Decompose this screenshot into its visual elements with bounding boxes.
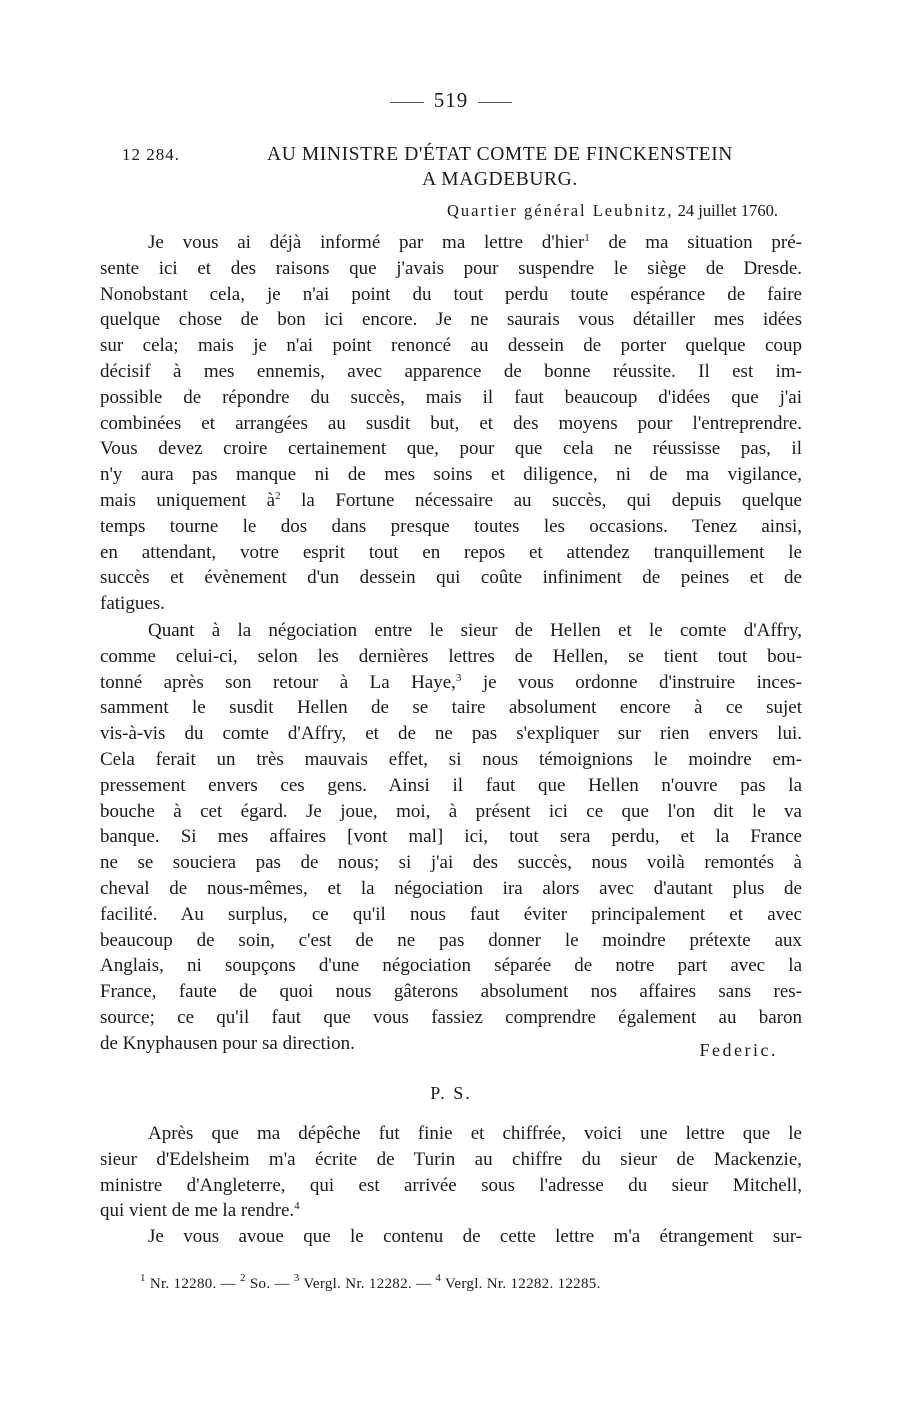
line-text: facilité. Au surplus, ce qu'il nous faut éviter principalement et avec — [100, 903, 802, 925]
text-line — [100, 591, 802, 617]
text-line — [100, 850, 802, 876]
text-line — [100, 644, 802, 670]
line-text: décisif à mes ennemis, avec apparence de bonne réussite. Il est im- — [100, 360, 802, 382]
line-text: sieur d'Edelsheim m'a écrite de Turin au chiffre du sieur de Mackenzie, — [100, 1148, 802, 1170]
text-line — [100, 565, 802, 591]
line-text: Je vous avoue que le contenu de cette lettre m'a étrangement sur- — [148, 1226, 802, 1247]
text-line — [100, 902, 802, 928]
line-text: Quant à la négociation entre le sieur de Hellen et le comte d'Affry, — [148, 620, 802, 641]
text-line — [100, 1147, 802, 1173]
text-line — [100, 230, 802, 256]
line-text: temps tourne le dos dans presque toutes les occasions. Tenez ainsi, — [100, 515, 802, 537]
line-text: Vous devez croire certainement que, pour que cela ne réussisse pas, il — [100, 438, 802, 460]
line-text: tonné après son retour à La Haye, — [100, 671, 456, 693]
line-text: beaucoup de soin, c'est de ne pas donner le moindre prétexte aux — [100, 929, 802, 951]
line-text: de Knyphausen pour sa direction. — [100, 1032, 355, 1054]
footnote-marker: 3 — [455, 671, 462, 684]
dateline — [447, 201, 778, 221]
text-line — [100, 979, 802, 1005]
footnote-mark: 4 — [435, 1272, 442, 1284]
text-line — [100, 876, 802, 902]
paragraph-1 — [100, 230, 802, 617]
line-text: France, faute de quoi nous gâterons absolument nos affaires sans res- — [100, 981, 802, 1003]
paragraph-postscript-2 — [100, 1224, 802, 1250]
text-line — [100, 1005, 802, 1031]
text-line — [100, 928, 802, 954]
line-text: quelque chose de bon ici encore. Je ne saurais vous détailler mes idées — [100, 309, 802, 331]
footnote-marker: 2 — [275, 489, 281, 502]
line-text: Nonobstant cela, je n'ai point du tout perdu toute espérance de faire — [100, 283, 802, 305]
text-line — [100, 462, 802, 488]
text-line — [100, 1173, 802, 1199]
footnote-marker: 1 — [584, 232, 590, 244]
line-text: Anglais, ni soupçons d'une négociation séparée de notre part avec la — [100, 955, 802, 977]
letter-heading-line-2: A MAGDEBURG. — [422, 169, 578, 190]
page-number: 519 — [433, 88, 469, 112]
footnote-text: So. — [245, 1276, 271, 1292]
letter-heading — [210, 142, 790, 192]
text-line — [100, 540, 802, 566]
footnote-mark: 1 — [140, 1272, 146, 1284]
line-text-continued: la Fortune nécessaire au succès, qui depuis quelque — [280, 489, 802, 511]
line-text: cheval de nous-mêmes, et la négociation ira alors avec d'autant plus de — [100, 877, 802, 899]
text-line — [100, 695, 802, 721]
signature: Federic. — [699, 1040, 778, 1060]
line-text-continued: de ma situation pré- — [589, 232, 802, 253]
footnote-text: Vergl. Nr. 12282. — [299, 1276, 412, 1292]
line-text: vis-à-vis du comte d'Affry, et de ne pas s'expliquer sur rien envers lui. — [100, 723, 802, 745]
text-line — [100, 411, 802, 437]
text-line — [100, 747, 802, 773]
line-text: Je vous ai déjà informé par ma lettre d'hier — [148, 232, 585, 253]
line-text: sente ici et des raisons que j'avais pour suspendre le siège de Dresde. — [100, 257, 802, 279]
line-text: n'y aura pas manque ni de mes soins et diligence, ni de ma vigilance, — [100, 464, 802, 486]
footnote-separator: — — [216, 1276, 241, 1292]
line-text: comme celui-ci, selon les dernières lettres de Hellen, se tient tout bou- — [100, 645, 802, 667]
text-line — [100, 514, 802, 540]
header-dash-left — [390, 102, 424, 103]
text-line — [100, 670, 802, 696]
line-text: succès et évènement d'un dessein qui coûte infiniment de peines et de — [100, 567, 802, 589]
line-text: Cela ferait un très mauvais effet, si nous témoignions le moindre em- — [100, 748, 802, 770]
text-line — [100, 282, 802, 308]
line-text: ministre d'Angleterre, qui est arrivée sous l'adresse du sieur Mitchell, — [100, 1174, 802, 1196]
line-text: source; ce qu'il faut que vous fassiez comprendre également au baron — [100, 1006, 802, 1028]
dateline-date: 24 juillet 1760. — [677, 201, 778, 220]
footnote-separator: — — [411, 1276, 436, 1292]
text-line — [100, 773, 802, 799]
text-line — [100, 359, 802, 385]
text-line — [100, 953, 802, 979]
line-text: ne se souciera pas de nous; si j'ai des succès, nous voilà remontés à — [100, 852, 802, 874]
line-text: bouche à cet égard. Je joue, moi, à présent ici ce que l'on dit le va — [100, 800, 802, 822]
footnote-marker: 4 — [294, 1200, 300, 1213]
line-text: en attendant, votre esprit tout en repos et attendez tranquillement le — [100, 541, 802, 563]
line-text: mais uniquement à — [100, 489, 276, 511]
text-line — [100, 307, 802, 333]
footnote-mark: 2 — [240, 1272, 246, 1284]
text-line — [100, 618, 802, 644]
footnotes — [140, 1272, 601, 1293]
line-text: fatigues. — [100, 593, 165, 615]
text-line — [100, 721, 802, 747]
postscript-heading: P. S. — [430, 1083, 472, 1103]
header-dash-right — [478, 102, 512, 103]
text-line — [100, 1198, 802, 1224]
paragraph-postscript-1 — [100, 1121, 802, 1224]
line-text: sur cela; mais je n'ai point renoncé au dessein de porter quelque coup — [100, 335, 802, 357]
text-line — [100, 385, 802, 411]
text-line — [100, 799, 802, 825]
text-line — [100, 436, 802, 462]
text-line — [100, 333, 802, 359]
footnote-separator: — — [270, 1276, 294, 1292]
line-text-continued: je vous ordonne d'instruire inces- — [461, 671, 802, 693]
letter-heading-line-1: AU MINISTRE D'ÉTAT COMTE DE FINCKENSTEIN — [267, 144, 733, 165]
page-number-header — [100, 88, 802, 113]
line-text: samment le susdit Hellen de se taire absolument encore à ce sujet — [100, 697, 802, 719]
line-text: possible de répondre du succès, mais il faut beaucoup d'idées que j'ai — [100, 386, 802, 408]
dateline-place: Quartier général Leubnitz, — [446, 201, 674, 220]
footnote-text: Nr. 12280. — [145, 1276, 217, 1292]
text-line — [100, 1121, 802, 1147]
text-line — [100, 488, 802, 514]
footnote-text: Vergl. Nr. 12282. 12285. — [441, 1276, 601, 1292]
document-page — [100, 0, 802, 1404]
line-text: pressement envers ces gens. Ainsi il faut que Hellen n'ouvre pas la — [100, 774, 802, 796]
line-text: Après que ma dépêche fut finie et chiffrée, voici une lettre que le — [148, 1123, 802, 1144]
footnote-mark: 3 — [293, 1272, 300, 1284]
text-line — [100, 824, 802, 850]
text-line — [100, 1224, 802, 1250]
text-line — [100, 1031, 802, 1057]
text-line — [100, 256, 802, 282]
paragraph-2 — [100, 618, 802, 1057]
line-text: banque. Si mes affaires [vont mal] ici, tout sera perdu, et la France — [100, 826, 802, 848]
line-text: qui vient de me la rendre. — [100, 1200, 295, 1222]
line-text: combinées et arrangées au susdit but, et des moyens pour l'entreprendre. — [100, 412, 802, 434]
letter-number: 12 284. — [122, 145, 180, 164]
